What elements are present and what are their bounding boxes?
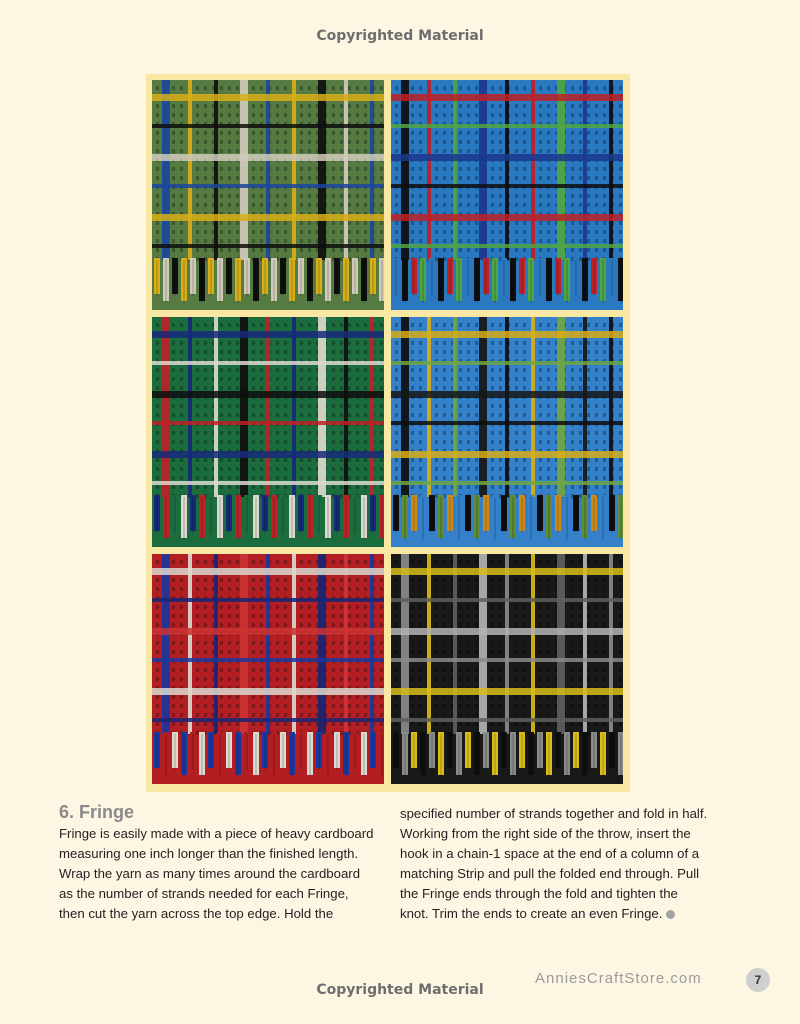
plaid-throw-photo-4 <box>391 317 623 547</box>
end-of-article-dot-icon <box>666 910 675 919</box>
body-line: Fringe is easily made with a piece of heavy cardboard <box>59 826 374 841</box>
body-line: Wrap the yarn as many times around the cardboard <box>59 866 361 881</box>
body-line-text: knot. Trim the ends to create an even Fringe. <box>400 906 663 921</box>
copyright-header: Copyrighted Material <box>316 28 484 44</box>
section-heading: 6. Fringe <box>59 802 135 822</box>
body-line-last <box>400 904 730 924</box>
plaid-throw-photo-2 <box>391 80 623 310</box>
body-line: specified number of strands together and fold in half. <box>400 806 708 821</box>
body-line: hook in a chain-1 space at the end of a column of a <box>400 846 700 861</box>
body-line: Working from the right side of the throw, insert the <box>400 826 691 841</box>
body-line: as the number of strands needed for each Fringe, <box>59 886 349 901</box>
copyright-footer: Copyrighted Material <box>316 982 484 998</box>
plaid-throw-photo-3 <box>152 317 384 547</box>
body-text-left-column <box>59 824 389 924</box>
body-text-right-column <box>400 804 730 924</box>
body-line: measuring one inch longer than the finished length. <box>59 846 359 861</box>
body-line: matching Strip and pull the folded end through. Pull <box>400 866 700 881</box>
plaid-throw-photo-5 <box>152 554 384 784</box>
plaid-throw-photo-6 <box>391 554 623 784</box>
body-line: then cut the yarn across the top edge. Hold the <box>59 906 334 921</box>
body-line: the Fringe ends through the fold and tighten the <box>400 886 678 901</box>
photo-grid <box>146 74 630 792</box>
footer-website: AnniesCraftStore.com <box>535 970 702 987</box>
page-number-badge: 7 <box>746 968 770 992</box>
plaid-throw-photo-1 <box>152 80 384 310</box>
